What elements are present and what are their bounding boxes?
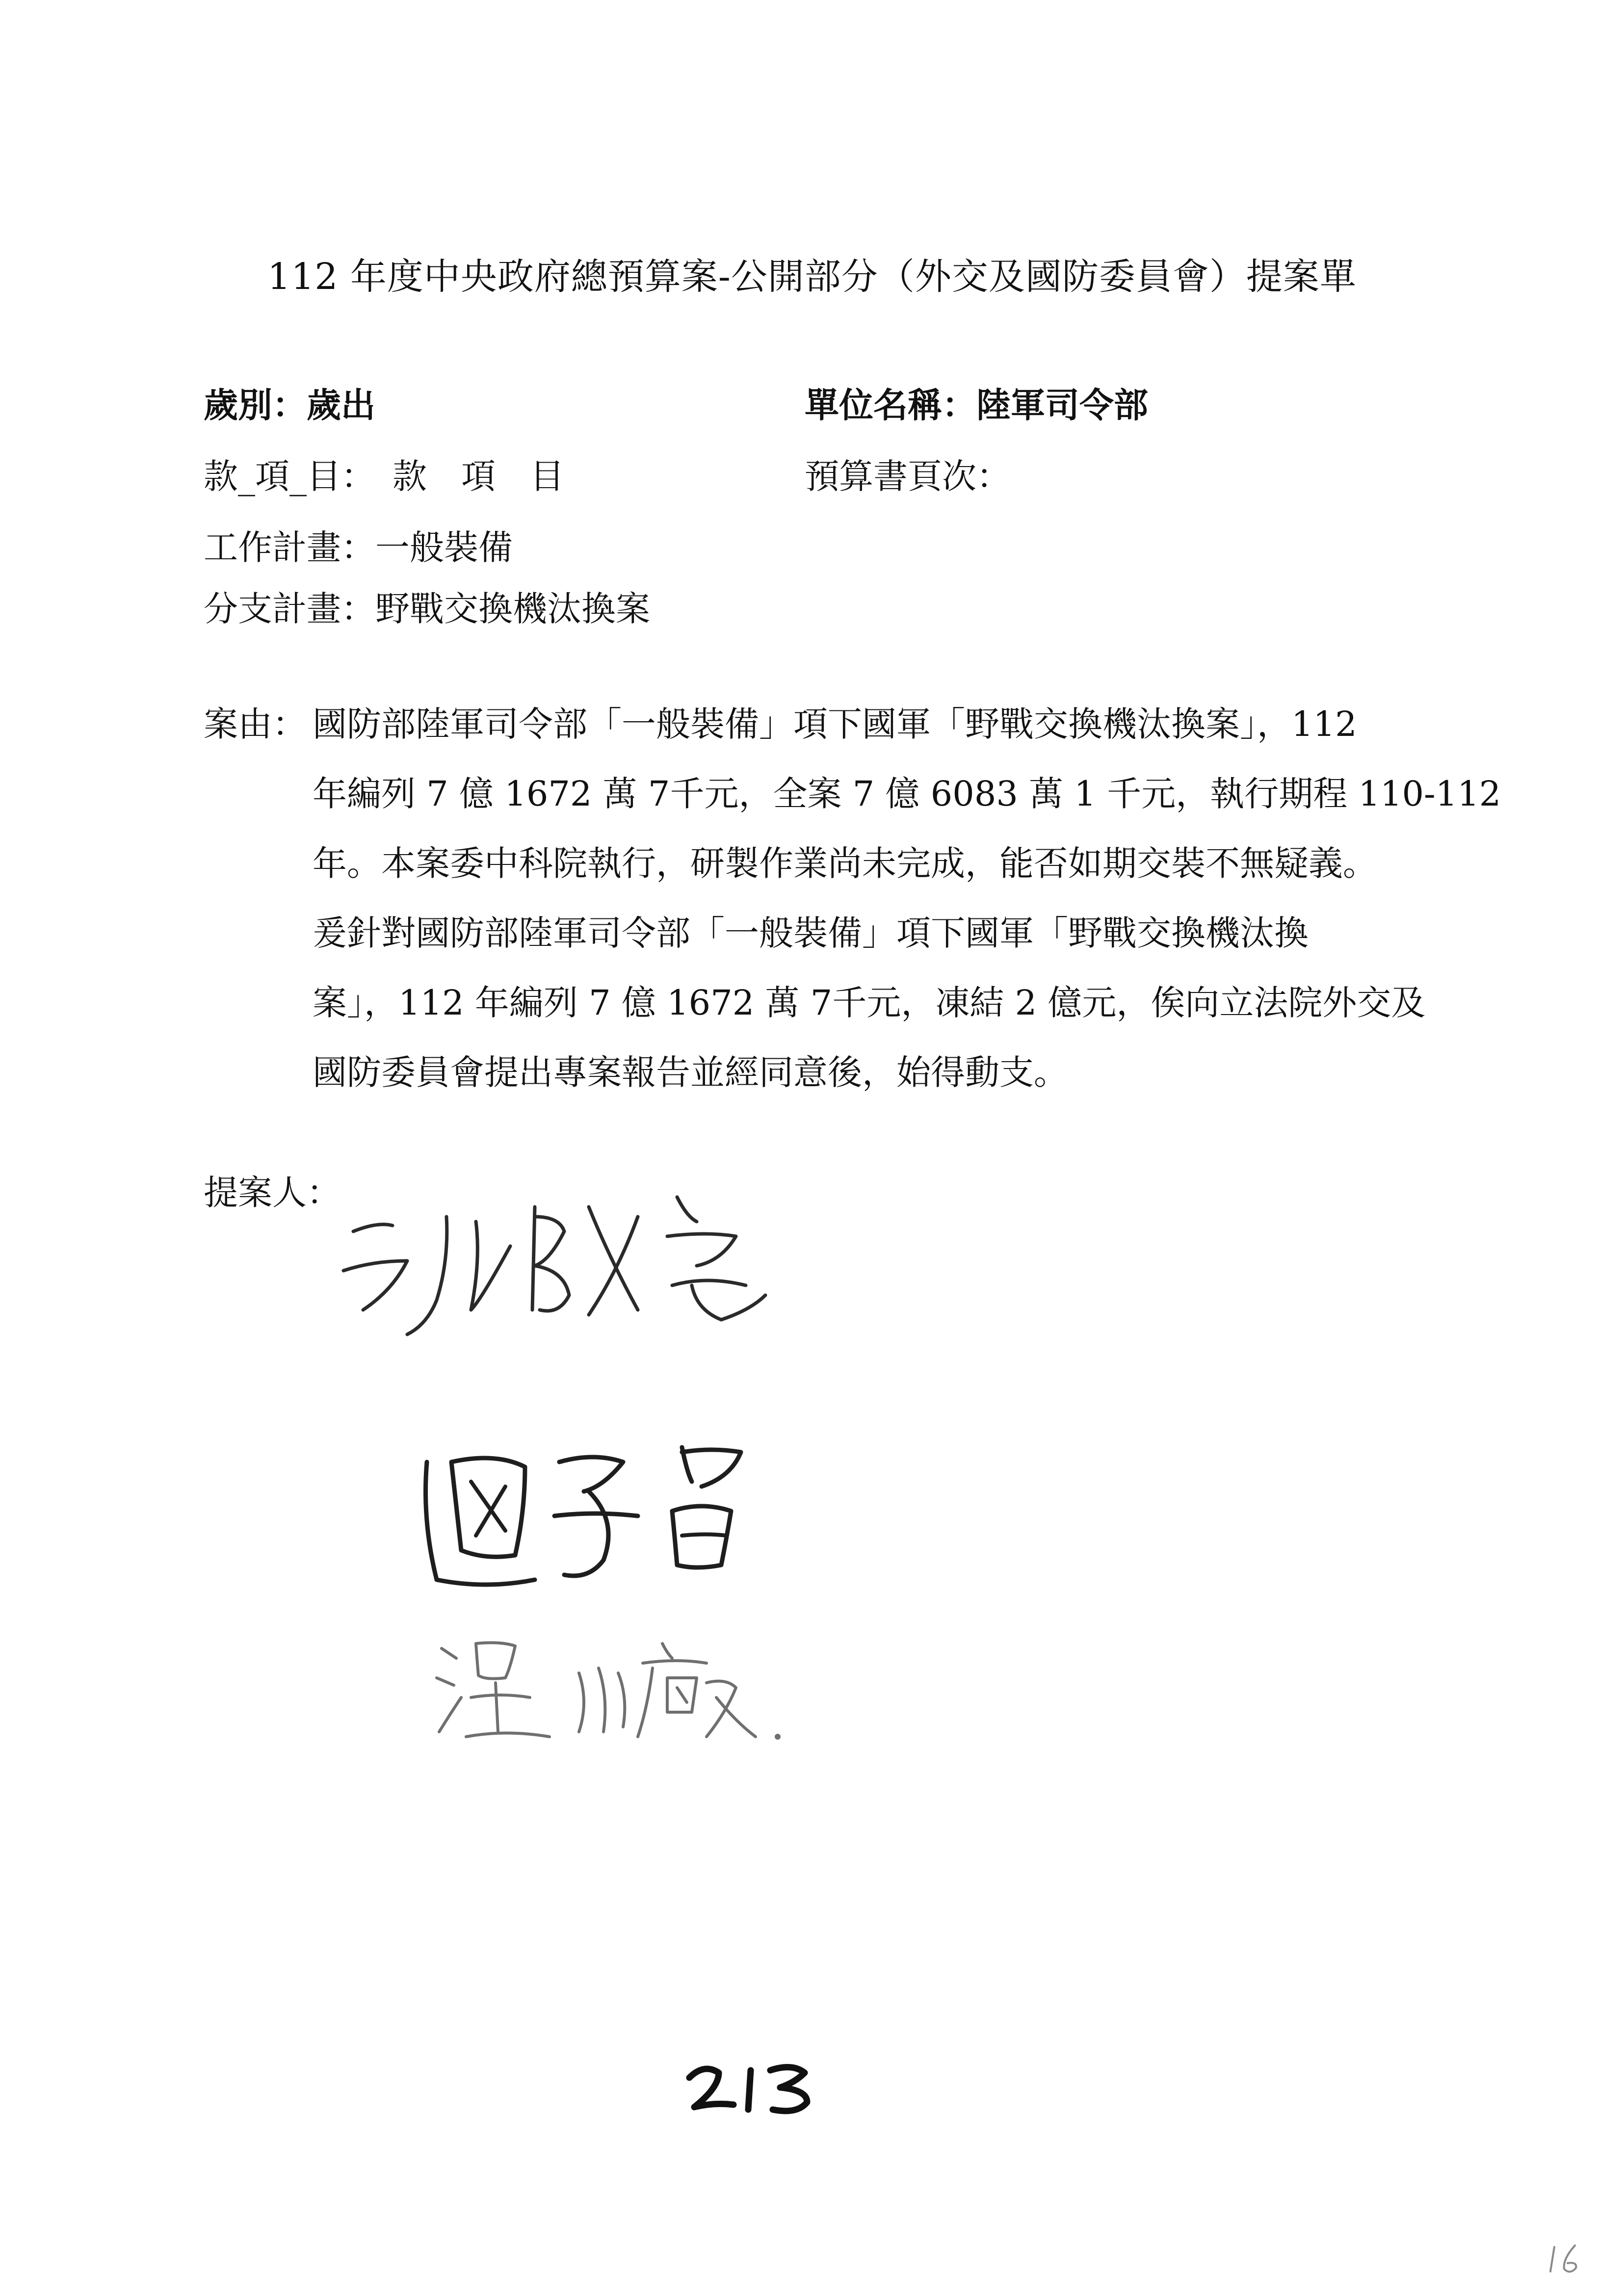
case-description bbox=[204, 689, 1501, 1107]
case-label: 案由： bbox=[204, 704, 307, 744]
proposer-label: 提案人： bbox=[204, 1173, 341, 1213]
page-number-text: 213 bbox=[680, 2053, 681, 2054]
signature-2 bbox=[407, 1433, 790, 1609]
handwritten-page-number bbox=[680, 2053, 827, 2122]
category-field: 歲別：歲出 bbox=[204, 385, 375, 425]
case-line: 國防部陸軍司令部「一般裝備」項下國軍「野戰交換機汰換案」，112 bbox=[313, 704, 1357, 744]
branch-plan-field: 分支計畫：野戰交換機汰換案 bbox=[204, 589, 650, 629]
case-line: 國防委員會提出專案報告並經同意後，始得動支。 bbox=[313, 1052, 1068, 1093]
signature-3 bbox=[432, 1624, 805, 1751]
corner-page-number bbox=[1545, 2240, 1590, 2279]
case-line: 年。本案委中科院執行，研製作業尚未完成，能否如期交裝不無疑義。 bbox=[313, 843, 1377, 884]
case-line: 爰針對國防部陸軍司令部「一般裝備」項下國軍「野戰交換機汰換 bbox=[313, 913, 1309, 953]
case-line: 年編列 7 億 1672 萬 7千元，全案 7 億 6083 萬 1 千元，執行期程 110-112 bbox=[313, 774, 1501, 814]
signature-1 bbox=[334, 1187, 795, 1349]
work-plan-field: 工作計畫：一般裝備 bbox=[204, 527, 513, 568]
unit-field: 單位名稱：陸軍司令部 bbox=[805, 385, 1148, 425]
document-title: 112 年度中央政府總預算案-公開部分（外交及國防委員會）提案單 bbox=[267, 256, 1357, 298]
item-field: 款_項_目： 款 項 目 bbox=[204, 456, 564, 496]
budget-page-field: 預算書頁次： bbox=[805, 456, 1011, 496]
case-line: 案」，112 年編列 7 億 1672 萬 7千元，凍結 2 億元，俟向立法院外交及 bbox=[313, 983, 1426, 1023]
case-body bbox=[313, 689, 1501, 1107]
